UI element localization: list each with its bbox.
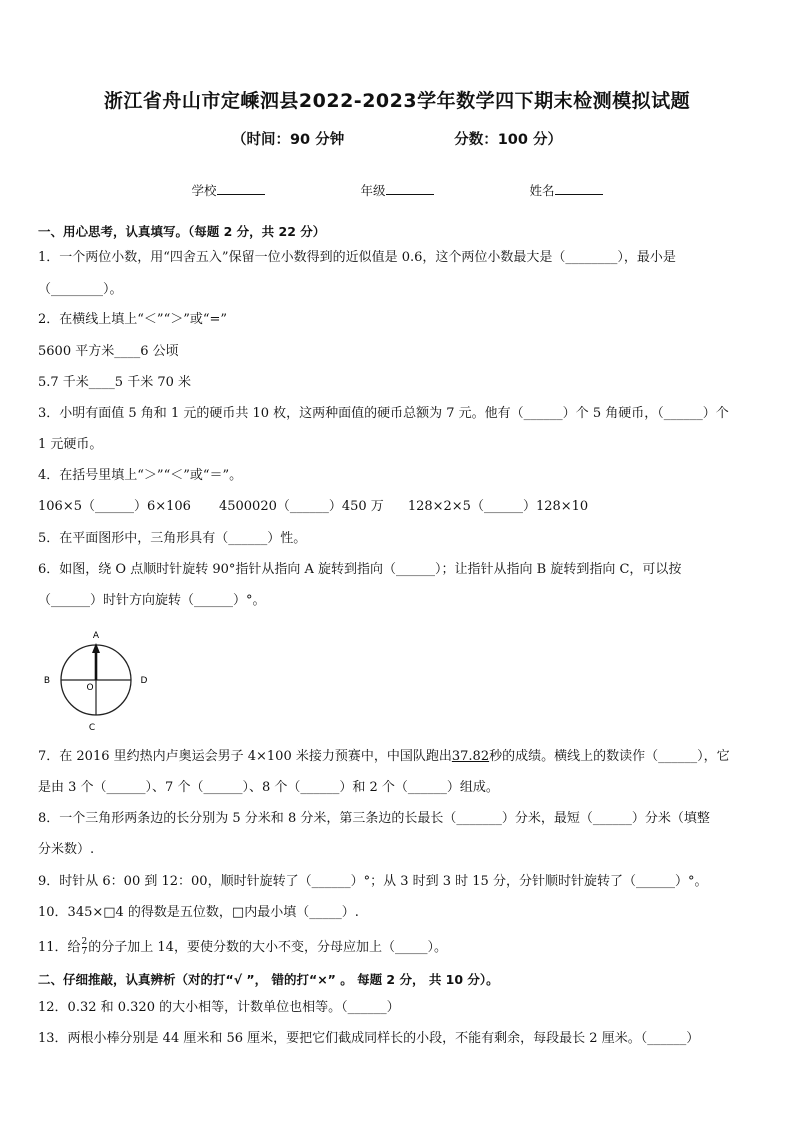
- question-2-item-2: 5.7 千米____5 千米 70 米: [38, 375, 192, 390]
- fraction-denominator: 7: [81, 947, 88, 957]
- question-6-line-1: 6．如图，绕 O 点顺时针旋转 90°指针从指向 A 旋转到指向（______）；让指针从指向 B 旋转到指向 C，可以按: [38, 562, 682, 577]
- question-4-item-2: 4500020（______）450 万: [218, 499, 384, 514]
- name-blank[interactable]: [555, 184, 603, 195]
- question-11-text-start: 11．给: [38, 940, 81, 955]
- label-o: O: [86, 683, 94, 693]
- question-8-line-1: 8．一个三角形两条边的长分别为 5 分米和 8 分米，第三条边的长最长（_______）分米，最短（______）分米（填整: [38, 811, 710, 826]
- question-1-line-2: （________）。: [38, 282, 123, 297]
- grade-blank[interactable]: [386, 184, 434, 195]
- exam-subtitle: [0, 128, 794, 149]
- question-7-text-start: 7．在 2016 里约热内卢奥运会男子 4×100 米接力预赛中，中国队跑出: [38, 749, 452, 764]
- question-4-items: [38, 497, 768, 517]
- question-2-item-1: 5600 平方米____6 公顷: [38, 344, 179, 359]
- label-c: C: [88, 723, 96, 733]
- question-1-line-1: 1．一个两位小数，用“四舍五入”保留一位小数得到的近似值是 0.6，这个两位小数最大是（________），最小是: [38, 250, 676, 265]
- label-a: A: [92, 631, 100, 641]
- grade-label: 年级: [360, 183, 386, 198]
- question-2: 2．在横线上填上“＜”“＞”或“=”: [38, 312, 228, 327]
- question-3-line-2: 1 元硬币。: [38, 437, 103, 452]
- question-6-line-2: （______）时针方向旋转（______）°。: [38, 593, 266, 608]
- label-b: B: [43, 676, 51, 686]
- section-1-heading: 一、用心思考，认真填写。（每题 2 分，共 22 分）: [38, 224, 326, 239]
- question-7-line-1: [38, 747, 768, 767]
- school-blank[interactable]: [217, 184, 265, 195]
- exam-title: 浙江省舟山市定嵊泗县2022-2023学年数学四下期末检测模拟试题: [103, 90, 691, 112]
- question-4-item-1: 106×5（______）6×106: [38, 499, 191, 514]
- rotation-dial-figure: [38, 626, 158, 736]
- school-label: 学校: [191, 183, 217, 198]
- student-info: [0, 181, 794, 199]
- question-12: 12．0.32 和 0.320 的大小相等，计数单位也相等。（______）: [38, 1000, 400, 1015]
- question-7-text-end: 秒的成绩。横线上的数读作（______），它: [489, 749, 730, 764]
- question-11: [38, 938, 768, 958]
- question-5: 5．在平面图形中，三角形具有（______）性。: [38, 531, 307, 546]
- time-info: （时间：90 分钟: [231, 132, 345, 148]
- question-4-item-3: 128×2×5（______）128×10: [407, 499, 589, 514]
- name-label: 姓名: [529, 183, 555, 198]
- question-3-line-1: 3．小明有面值 5 角和 1 元的硬币共 10 枚，这两种面值的硬币总额为 7 元。他有（______）个 5 角硬币，（______）个: [38, 406, 729, 421]
- question-7-underlined-number: 37.82: [451, 749, 490, 764]
- fraction-two-sevenths: [82, 938, 88, 957]
- question-9: 9．时针从 6：00 到 12：00，顺时针旋转了（______）°；从 3 时到 3 时 15 分，分针顺时针旋转了（______）°。: [38, 874, 708, 889]
- question-10: 10．345×□4 的得数是五位数，□内最小填（_____）.: [38, 905, 359, 920]
- label-d: D: [140, 676, 148, 686]
- question-11-text-end: 的分子加上 14，要使分数的大小不变，分母应加上（_____）。: [88, 940, 447, 955]
- score-info: 分数：100 分）: [454, 132, 563, 148]
- question-8-line-2: 分米数）.: [38, 842, 95, 857]
- question-4: 4．在括号里填上“＞”“＜”或“＝”。: [38, 468, 243, 483]
- question-13: 13．两根小棒分别是 44 厘米和 56 厘米，要把它们截成同样长的小段，不能有剩余，每段最长 2 厘米。（______）: [38, 1031, 700, 1046]
- question-7-line-2: 是由 3 个（______）、7 个（______）、8 个（______）和 2 个（______）组成。: [38, 780, 499, 795]
- fraction-numerator: 2: [81, 937, 88, 947]
- section-2-heading: 二、仔细推敲，认真辨析（对的打“√ ”， 错的打“×” 。 每题 2 分， 共 10 分）。: [38, 972, 499, 987]
